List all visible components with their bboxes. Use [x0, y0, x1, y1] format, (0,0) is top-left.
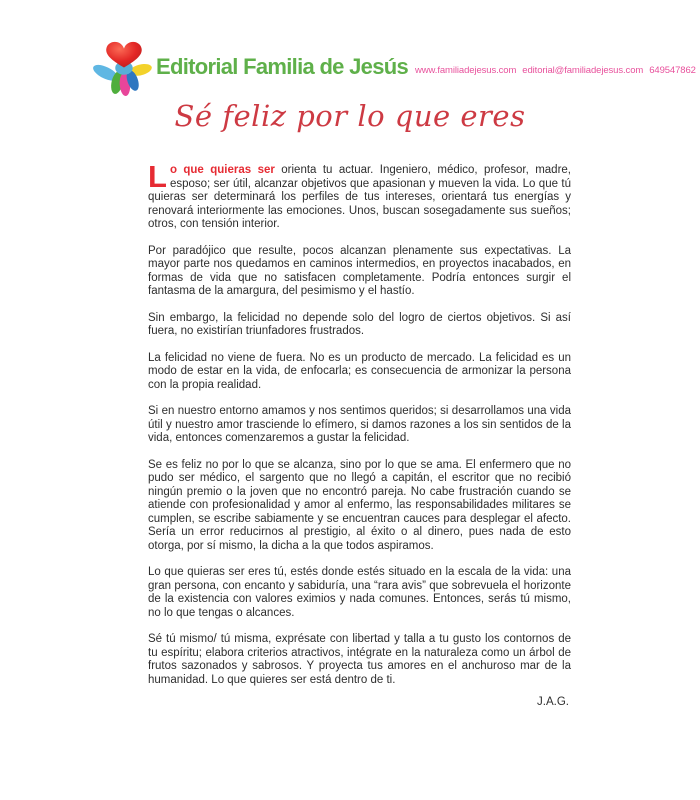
contact-info	[415, 65, 700, 76]
paragraph: Sé tú mismo/ tú misma, exprésate con libertad y talla a tu gusto los contornos de tu espíritu; elabora criterios atractivos, intégrate en la naturaleza como un árbol de frutos sazonados y sabrosos. Y proyecta tus amores en el anchuroso mar de la humanidad. Lo que quieres ser está dentro de ti.	[148, 633, 571, 686]
paragraph: Sin embargo, la felicidad no depende solo del logro de ciertos objetivos. Si así fuera, no existirían triunfadores frustrados.	[148, 311, 571, 337]
lead-paragraph	[148, 159, 571, 232]
brand-name: Editorial Familia de Jesús	[156, 54, 409, 79]
author-signature: J.A.G.	[537, 696, 569, 708]
paragraph: La felicidad no viene de fuera. No es un producto de mercado. La felicidad es un modo de estar en la vida, de enfocarla; es consecuencia de armonizar la persona con la propia realidad.	[148, 351, 571, 391]
paragraph: Se es feliz no por lo que se alcanza, sino por lo que se ama. El enfermero que no pudo ser médico, el sargento que no llegó a capitán, el escritor que no recibió ningún premio o la joven que no encontró pareja. No cabe frustración cuando se atiende con profesionalidad y amor al enfermo, las responsabilidades militares se cumplen, se escribe sabiamente y se encuentran cauces para desplegar el afecto. Sería un error reducirnos al prestigio, al éxito o al dinero, pues nada de esto otorga, por sí mismo, la dicha a la que todos aspiramos.	[148, 458, 571, 552]
contact-email: editorial@familiadejesus.com	[522, 64, 644, 76]
article-body	[148, 159, 571, 710]
dropcap-letter: L	[148, 159, 167, 194]
paragraph: Por paradójico que resulte, pocos alcanzan plenamente sus expectativas. La mayor parte nos quedamos en caminos intermedios, en proyectos inacabados, en formas de vida que no satisfacen completamente. Podría entonces surgir el fantasma de la amargura, del pesimismo y el hastío.	[148, 244, 571, 297]
lead-paragraph-text: orienta tu actuar. Ingeniero, médico, profesor, madre, esposo; ser útil, alcanzar objetivos que apasionan y mueven la vida. Lo que tú quieras ser determinará los perfiles de tus intereses, orientará tus energías y renovará interiormente las emociones. Unos, buscan sosegadamente sus sueños; otros, con tensión interior.	[148, 164, 571, 230]
contact-phone: 649547862	[649, 64, 696, 76]
page-title: Sé feliz por lo que eres	[174, 99, 526, 133]
lead-red-phrase: o que quieras ser	[169, 164, 275, 176]
header	[92, 34, 696, 100]
heart-hand-logo-icon	[92, 35, 154, 99]
contact-website: www.familiadejesus.com	[415, 64, 517, 76]
paragraph: Lo que quieras ser eres tú, estés donde estés situado en la escala de la vida: una gran persona, con encanto y sabiduría, una “rara avis” que sobrevuela el horizonte de la existencia con valores eximios y nada comunes. Entonces, serás tú mismo, no lo que tengas o alcances.	[148, 566, 571, 619]
paragraph: Si en nuestro entorno amamos y nos sentimos queridos; si desarrollamos una vida útil y nuestro amor trasciende lo efímero, si damos razones a los sin sentidos de la vida, entonces comenzaremos a gustar la felicidad.	[148, 405, 571, 444]
